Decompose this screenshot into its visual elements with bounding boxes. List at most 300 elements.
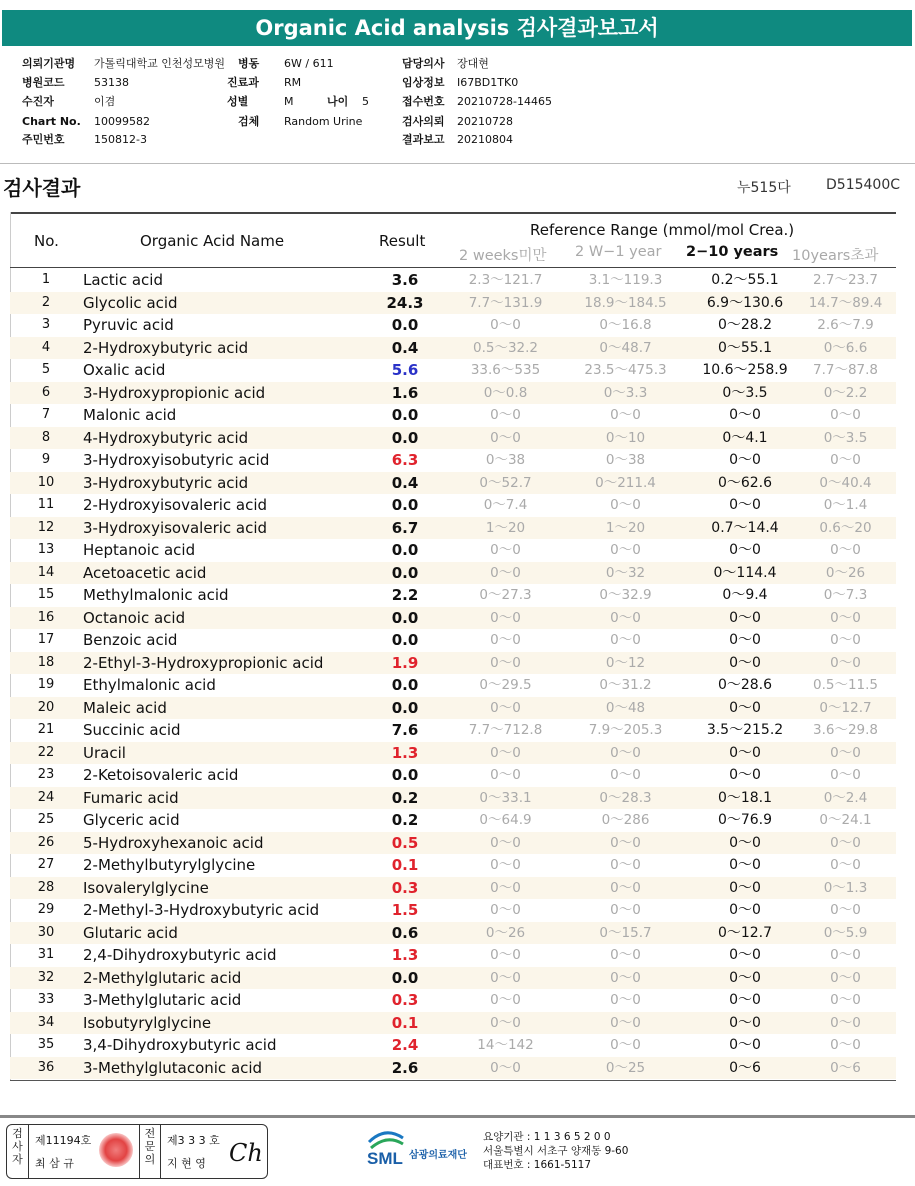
row-no: 7 xyxy=(41,407,51,422)
row-ref-2w1y: 0～0 xyxy=(610,879,641,896)
doctor-license: 제3 3 3 호 xyxy=(167,1134,220,1147)
row-no: 3 xyxy=(41,317,51,332)
row-ref-2w1y: 0～12 xyxy=(605,654,646,671)
row-acid-name: Glycolic acid xyxy=(83,293,178,312)
row-ref-10y: 0～5.9 xyxy=(823,924,868,941)
row-ref-2-10y: 0～4.1 xyxy=(722,429,768,446)
chart-value: 10099582 xyxy=(94,115,150,128)
row-ref-2-10y: 0～76.9 xyxy=(717,812,773,828)
row-result: 0.5 xyxy=(391,833,419,852)
row-ref-2weeks: 14～142 xyxy=(477,1037,534,1053)
row-ref-10y: 0～0 xyxy=(830,744,861,761)
row-ref-2weeks: 0～0 xyxy=(490,654,521,671)
table-row xyxy=(10,494,896,517)
row-no: 1 xyxy=(41,272,51,287)
row-ref-2-10y: 0～12.7 xyxy=(717,924,773,941)
row-ref-2-10y: 0.2～55.1 xyxy=(711,272,779,288)
row-no: 30 xyxy=(37,924,55,940)
row-ref-2-10y: 6.9～130.6 xyxy=(706,294,784,311)
header-ref-range: Reference Range (mmol/mol Crea.) xyxy=(530,221,795,239)
receipt-label: 접수번호 xyxy=(402,95,445,108)
table-row xyxy=(10,989,896,1012)
row-ref-10y: 0.5～11.5 xyxy=(812,677,879,693)
sml-logo-icon xyxy=(365,1128,480,1170)
footer-divider xyxy=(0,1115,915,1118)
report-title: Organic Acid analysis 검사결과보고서 xyxy=(2,10,912,46)
table-row xyxy=(10,719,896,742)
row-result: 0.0 xyxy=(391,316,419,334)
inspector-name: 최 삼 규 xyxy=(35,1157,74,1170)
table-row xyxy=(10,269,896,292)
row-result: 0.0 xyxy=(391,406,419,424)
age-label: 나이 xyxy=(327,95,349,108)
row-ref-10y: 0.6～20 xyxy=(819,519,872,536)
report-date-value: 20210804 xyxy=(457,133,513,146)
row-ref-2weeks: 0～0 xyxy=(490,947,521,963)
row-ref-2-10y: 0～9.4 xyxy=(722,587,768,603)
row-ref-2w1y: 0～0 xyxy=(610,834,641,851)
foundation-name: 삼광의료재단 xyxy=(409,1150,467,1161)
row-ref-10y: 0～0 xyxy=(830,947,861,963)
signature: Ch xyxy=(229,1139,263,1167)
row-ref-2w1y: 0～0 xyxy=(610,969,641,986)
row-acid-name: 2-Methylglutaric acid xyxy=(83,968,242,987)
row-result: 24.3 xyxy=(386,293,424,312)
resident-label: 주민번호 xyxy=(22,133,65,146)
institution-label: 의뢰기관명 xyxy=(22,57,76,70)
row-ref-2-10y: 0～18.1 xyxy=(717,789,773,806)
row-ref-2w1y: 0～3.3 xyxy=(603,384,648,401)
row-ref-2weeks: 0～0 xyxy=(490,902,521,918)
institution-value: 가톨릭대학교 인천성모병원 xyxy=(94,57,226,70)
sml-logo-text: SML xyxy=(367,1149,403,1168)
table-row xyxy=(10,359,896,382)
table-row xyxy=(10,449,896,472)
table-row xyxy=(10,584,896,607)
row-ref-2w1y: 0～16.8 xyxy=(599,317,652,333)
row-ref-2weeks: 0～0 xyxy=(490,857,521,873)
request-value: 20210728 xyxy=(457,115,513,128)
chart-label: Chart No. xyxy=(22,115,81,128)
signature-box xyxy=(6,1124,268,1179)
clinical-label: 임상정보 xyxy=(402,76,445,89)
row-ref-2-10y: 0～0 xyxy=(729,902,761,918)
row-result: 0.0 xyxy=(391,676,419,694)
table-row xyxy=(10,562,896,585)
table-row xyxy=(10,517,896,540)
row-ref-2-10y: 0～28.2 xyxy=(717,317,773,333)
row-ref-10y: 0～0 xyxy=(830,654,861,671)
row-ref-2weeks: 0～0 xyxy=(490,767,521,783)
doctor-value: 장대현 xyxy=(457,57,489,70)
row-result: 0.0 xyxy=(391,428,419,447)
row-ref-2-10y: 0～55.1 xyxy=(717,339,773,356)
table-row xyxy=(10,382,896,405)
row-ref-2w1y: 0～10 xyxy=(605,429,646,446)
row-acid-name: 3-Hydroxyisovaleric acid xyxy=(83,518,268,537)
row-no: 33 xyxy=(37,992,55,1007)
row-no: 9 xyxy=(41,452,51,467)
row-ref-2-10y: 0～0 xyxy=(729,744,761,761)
header-ref-2-10y: 2−10 years xyxy=(686,244,779,260)
table-row xyxy=(10,944,896,967)
row-no: 12 xyxy=(37,519,55,535)
row-ref-10y: 0～1.3 xyxy=(823,879,868,896)
row-ref-2-10y: 0～0 xyxy=(729,407,761,423)
row-acid-name: 3-Hydroxyisobutyric acid xyxy=(83,451,270,469)
row-ref-10y: 0～0 xyxy=(830,407,861,423)
table-row xyxy=(10,472,896,495)
table-row xyxy=(10,922,896,945)
table-row xyxy=(10,809,896,832)
row-acid-name: Heptanoic acid xyxy=(83,541,196,559)
row-ref-2-10y: 0～0 xyxy=(729,857,761,873)
row-result: 6.7 xyxy=(391,518,419,537)
row-ref-10y: 0～12.7 xyxy=(819,699,872,716)
row-no: 34 xyxy=(37,1014,55,1030)
row-ref-10y: 2.6～7.9 xyxy=(817,317,874,333)
row-result: 0.1 xyxy=(391,856,419,874)
row-ref-2weeks: 0～0 xyxy=(490,744,521,761)
row-ref-10y: 0～0 xyxy=(830,834,861,851)
resident-value: 150812-3 xyxy=(94,133,147,146)
row-ref-2w1y: 0～0 xyxy=(610,1037,641,1053)
row-ref-2w1y: 0～0 xyxy=(610,542,641,558)
row-ref-2-10y: 0～0 xyxy=(729,1014,761,1031)
row-ref-2-10y: 0～0 xyxy=(729,609,761,626)
lab-contact xyxy=(483,1130,628,1172)
header-result: Result xyxy=(379,232,426,250)
header-no: No. xyxy=(34,232,59,250)
row-acid-name: Lactic acid xyxy=(83,271,163,289)
row-acid-name: Malonic acid xyxy=(83,406,177,424)
lab-address: 서울특별시 서초구 양재동 9-60 xyxy=(483,1145,629,1157)
row-result: 0.0 xyxy=(391,563,419,582)
row-ref-10y: 0～0 xyxy=(830,767,861,783)
results-table xyxy=(10,212,910,1097)
row-acid-name: 2-Ethyl-3-Hydroxypropionic acid xyxy=(83,653,324,672)
row-acid-name: 2-Hydroxyisovaleric acid xyxy=(83,496,268,514)
row-ref-2weeks: 0～0 xyxy=(490,429,521,446)
row-no: 28 xyxy=(37,879,55,895)
row-ref-2w1y: 0～32 xyxy=(605,564,646,581)
row-ref-2weeks: 1～20 xyxy=(485,519,526,536)
report-date-label: 결과보고 xyxy=(402,133,445,146)
row-result: 2.4 xyxy=(391,1036,419,1054)
row-result: 5.6 xyxy=(391,361,419,379)
row-result: 0.0 xyxy=(391,766,419,784)
row-ref-2w1y: 0～25 xyxy=(605,1059,646,1076)
row-acid-name: 2-Hydroxybutyric acid xyxy=(83,338,249,357)
table-row xyxy=(10,629,896,652)
row-ref-10y: 0～0 xyxy=(830,452,861,468)
row-ref-10y: 7.7～87.8 xyxy=(812,362,879,378)
row-ref-2weeks: 0～38 xyxy=(485,452,526,468)
sml-logo xyxy=(365,1128,480,1174)
row-ref-2-10y: 0～0 xyxy=(729,947,761,963)
row-ref-10y: 0～0 xyxy=(830,902,861,918)
specimen-label: 검체 xyxy=(238,115,260,128)
row-ref-2w1y: 0～28.3 xyxy=(599,789,652,806)
row-ref-2w1y: 0～0 xyxy=(610,407,641,423)
row-ref-10y: 0～0 xyxy=(830,542,861,558)
table-row xyxy=(10,314,896,337)
row-acid-name: Glyceric acid xyxy=(83,811,180,829)
row-ref-2weeks: 7.7～712.8 xyxy=(468,722,543,738)
row-acid-name: Fumaric acid xyxy=(83,788,179,807)
row-ref-2w1y: 0～38 xyxy=(605,452,646,468)
row-ref-2w1y: 0～0 xyxy=(610,992,641,1008)
row-ref-2weeks: 33.6～535 xyxy=(470,362,541,378)
row-ref-2w1y: 0～0 xyxy=(610,902,641,918)
row-ref-2-10y: 0～3.5 xyxy=(722,384,768,401)
row-result: 0.3 xyxy=(391,991,419,1009)
row-ref-2weeks: 0～0 xyxy=(490,969,521,986)
row-ref-2weeks: 0～0 xyxy=(490,834,521,851)
table-row xyxy=(10,1057,896,1080)
row-ref-10y: 0～6 xyxy=(830,1059,861,1076)
inspector-license: 제11194호 xyxy=(35,1134,92,1147)
row-ref-2w1y: 0～48.7 xyxy=(599,339,652,356)
row-ref-2weeks: 0～27.3 xyxy=(479,587,532,603)
row-no: 18 xyxy=(37,654,55,670)
row-acid-name: Glutaric acid xyxy=(83,923,178,942)
dept-label: 진료과 xyxy=(227,76,259,89)
clinical-value: I67BD1TK0 xyxy=(457,76,519,89)
row-no: 19 xyxy=(37,677,55,692)
row-no: 23 xyxy=(37,767,55,782)
sex-value: M xyxy=(284,95,294,108)
row-acid-name: Succinic acid xyxy=(83,721,181,739)
table-row xyxy=(10,607,896,630)
row-no: 13 xyxy=(37,542,55,557)
row-ref-2weeks: 0～0 xyxy=(490,992,521,1008)
row-ref-10y: 0～0 xyxy=(830,857,861,873)
row-result: 0.0 xyxy=(391,968,419,987)
row-result: 6.3 xyxy=(391,451,419,469)
patient-label: 수진자 xyxy=(22,95,54,108)
row-result: 1.6 xyxy=(391,383,419,402)
row-ref-2-10y: 0～0 xyxy=(729,632,761,648)
row-ref-2weeks: 0～0 xyxy=(490,407,521,423)
row-ref-2weeks: 0～0 xyxy=(490,632,521,648)
header-ref-2weeks: 2 weeks미만 xyxy=(459,248,547,264)
row-ref-2w1y: 0～0 xyxy=(610,744,641,761)
row-acid-name: Octanoic acid xyxy=(83,608,186,627)
table-row xyxy=(10,1034,896,1057)
row-acid-name: 3-Hydroxybutyric acid xyxy=(83,473,249,492)
row-ref-2w1y: 0～0 xyxy=(610,632,641,648)
row-no: 31 xyxy=(37,947,55,962)
row-acid-name: Benzoic acid xyxy=(83,631,178,649)
row-no: 5 xyxy=(41,362,51,377)
row-ref-10y: 0～0 xyxy=(830,992,861,1008)
ward-label: 병동 xyxy=(238,57,260,70)
row-ref-2w1y: 0～0 xyxy=(610,497,641,513)
row-ref-10y: 0～40.4 xyxy=(819,474,872,491)
row-result: 0.0 xyxy=(391,496,419,514)
row-no: 20 xyxy=(37,699,55,715)
row-ref-2w1y: 18.9～184.5 xyxy=(584,294,667,311)
row-ref-2weeks: 0～0 xyxy=(490,699,521,716)
row-ref-2weeks: 2.3～121.7 xyxy=(468,272,543,288)
row-no: 17 xyxy=(37,632,55,647)
doctor-label: 담당의사 xyxy=(402,57,445,70)
row-ref-2-10y: 0～6 xyxy=(729,1059,761,1076)
row-ref-2-10y: 0～114.4 xyxy=(713,564,777,581)
table-row xyxy=(10,1012,896,1035)
row-ref-2w1y: 1～20 xyxy=(605,519,646,536)
row-acid-name: Oxalic acid xyxy=(83,361,166,379)
row-no: 11 xyxy=(37,497,55,512)
row-ref-10y: 0～24.1 xyxy=(819,812,872,828)
row-ref-10y: 0～0 xyxy=(830,632,861,648)
header-ref-2w1y: 2 W−1 year xyxy=(575,244,662,260)
row-ref-10y: 0～7.3 xyxy=(823,587,868,603)
row-no: 35 xyxy=(37,1037,55,1052)
row-ref-2w1y: 0～48 xyxy=(605,699,646,716)
row-ref-2w1y: 0～0 xyxy=(610,857,641,873)
sex-label: 성별 xyxy=(227,95,249,108)
row-no: 24 xyxy=(37,789,55,805)
row-result: 0.0 xyxy=(391,631,419,649)
table-row xyxy=(10,832,896,855)
row-ref-2w1y: 0～15.7 xyxy=(599,924,652,941)
doctor-name: 지 현 영 xyxy=(167,1157,206,1170)
row-ref-10y: 0～0 xyxy=(830,1014,861,1031)
row-no: 32 xyxy=(37,969,55,985)
row-result: 0.3 xyxy=(391,878,419,897)
row-no: 29 xyxy=(37,902,55,917)
row-ref-10y: 0～0 xyxy=(830,969,861,986)
seal-stamp xyxy=(99,1133,133,1167)
section-title: 검사결과 xyxy=(3,176,81,200)
row-no: 15 xyxy=(37,587,55,602)
row-no: 27 xyxy=(37,857,55,872)
table-row xyxy=(10,742,896,765)
row-ref-2weeks: 0～0 xyxy=(490,317,521,333)
table-body xyxy=(10,269,896,1079)
row-no: 25 xyxy=(37,812,55,827)
hospital-code-value: 53138 xyxy=(94,76,129,89)
row-ref-2weeks: 0～26 xyxy=(485,924,526,941)
row-acid-name: Acetoacetic acid xyxy=(83,563,207,582)
row-ref-2w1y: 3.1～119.3 xyxy=(588,272,663,288)
table-row xyxy=(10,854,896,877)
header-divider xyxy=(0,163,915,164)
row-ref-2-10y: 0～0 xyxy=(729,654,761,671)
test-code: D515400C xyxy=(826,177,900,193)
row-ref-10y: 3.6～29.8 xyxy=(812,722,879,738)
row-ref-2weeks: 7.7～131.9 xyxy=(468,294,543,311)
row-result: 2.6 xyxy=(391,1058,419,1077)
specimen-value: Random Urine xyxy=(284,115,363,128)
row-ref-2w1y: 0～31.2 xyxy=(599,677,652,693)
row-ref-2w1y: 0～0 xyxy=(610,947,641,963)
row-ref-2w1y: 0～0 xyxy=(610,609,641,626)
row-no: 6 xyxy=(41,384,51,400)
row-ref-2w1y: 0～211.4 xyxy=(595,474,656,491)
row-acid-name: Ethylmalonic acid xyxy=(83,676,216,694)
row-ref-2-10y: 0～0 xyxy=(729,879,761,896)
row-result: 0.0 xyxy=(391,698,419,717)
row-ref-2-10y: 0～0 xyxy=(729,497,761,513)
row-result: 7.6 xyxy=(391,721,419,739)
row-no: 14 xyxy=(37,564,55,580)
row-acid-name: Methylmalonic acid xyxy=(83,586,229,604)
row-ref-2-10y: 0～0 xyxy=(729,542,761,558)
row-ref-2weeks: 0～0 xyxy=(490,879,521,896)
row-ref-2-10y: 0～0 xyxy=(729,992,761,1008)
institution-number: 요양기관 : 1 1 3 6 5 2 0 0 xyxy=(483,1131,611,1143)
doctor-title-label: 전문의 xyxy=(139,1125,161,1178)
row-result: 0.6 xyxy=(391,923,419,942)
row-ref-2-10y: 0～0 xyxy=(729,699,761,716)
row-ref-2weeks: 0～0 xyxy=(490,1014,521,1031)
table-row xyxy=(10,967,896,990)
row-result: 0.2 xyxy=(391,788,419,807)
row-no: 10 xyxy=(37,474,55,490)
row-ref-2w1y: 0～286 xyxy=(601,812,650,828)
row-acid-name: 3-Hydroxypropionic acid xyxy=(83,383,266,402)
row-result: 0.4 xyxy=(391,473,419,492)
row-ref-2weeks: 0～0 xyxy=(490,1059,521,1076)
row-result: 1.3 xyxy=(391,946,419,964)
table-row xyxy=(10,427,896,450)
row-ref-2weeks: 0～29.5 xyxy=(479,677,532,693)
patient-info xyxy=(22,55,902,155)
hospital-code-label: 병원코드 xyxy=(22,76,65,89)
row-ref-10y: 0～2.2 xyxy=(823,384,868,401)
row-ref-2-10y: 0.7～14.4 xyxy=(711,519,779,536)
row-ref-10y: 0～1.4 xyxy=(823,497,868,513)
row-result: 1.5 xyxy=(391,901,419,919)
row-ref-2w1y: 0～0 xyxy=(610,767,641,783)
row-ref-10y: 0～0 xyxy=(830,1037,861,1053)
row-ref-2w1y: 7.9～205.3 xyxy=(588,722,663,738)
row-ref-2-10y: 10.6～258.9 xyxy=(702,362,788,378)
header-ref-10y: 10years초과 xyxy=(792,248,879,264)
table-row xyxy=(10,674,896,697)
row-ref-2weeks: 0～0 xyxy=(490,542,521,558)
row-ref-2weeks: 0.5～32.2 xyxy=(472,339,539,356)
row-ref-2weeks: 0～64.9 xyxy=(479,812,532,828)
row-acid-name: 2,4-Dihydroxybutyric acid xyxy=(83,946,277,964)
row-result: 0.0 xyxy=(391,608,419,627)
table-row xyxy=(10,652,896,675)
table-row xyxy=(10,877,896,900)
table-row xyxy=(10,787,896,810)
row-ref-2-10y: 0～28.6 xyxy=(717,677,773,693)
row-acid-name: 4-Hydroxybutyric acid xyxy=(83,428,249,447)
row-result: 0.4 xyxy=(391,338,419,357)
row-result: 0.1 xyxy=(391,1013,419,1032)
row-result: 0.2 xyxy=(391,811,419,829)
row-ref-10y: 0～6.6 xyxy=(823,339,868,356)
row-no: 2 xyxy=(41,294,51,310)
table-row xyxy=(10,697,896,720)
row-ref-2weeks: 0～52.7 xyxy=(479,474,532,491)
table-row xyxy=(10,337,896,360)
table-row xyxy=(10,539,896,562)
row-ref-10y: 2.7～23.7 xyxy=(812,272,879,288)
row-no: 8 xyxy=(41,429,51,445)
ward-value: 6W / 611 xyxy=(284,57,334,70)
patient-value: 이겸 xyxy=(94,95,116,108)
row-ref-2w1y: 0～32.9 xyxy=(599,587,652,603)
lab-phone: 대표번호 : 1661-5117 xyxy=(483,1159,592,1171)
row-ref-2weeks: 0～33.1 xyxy=(479,789,532,806)
